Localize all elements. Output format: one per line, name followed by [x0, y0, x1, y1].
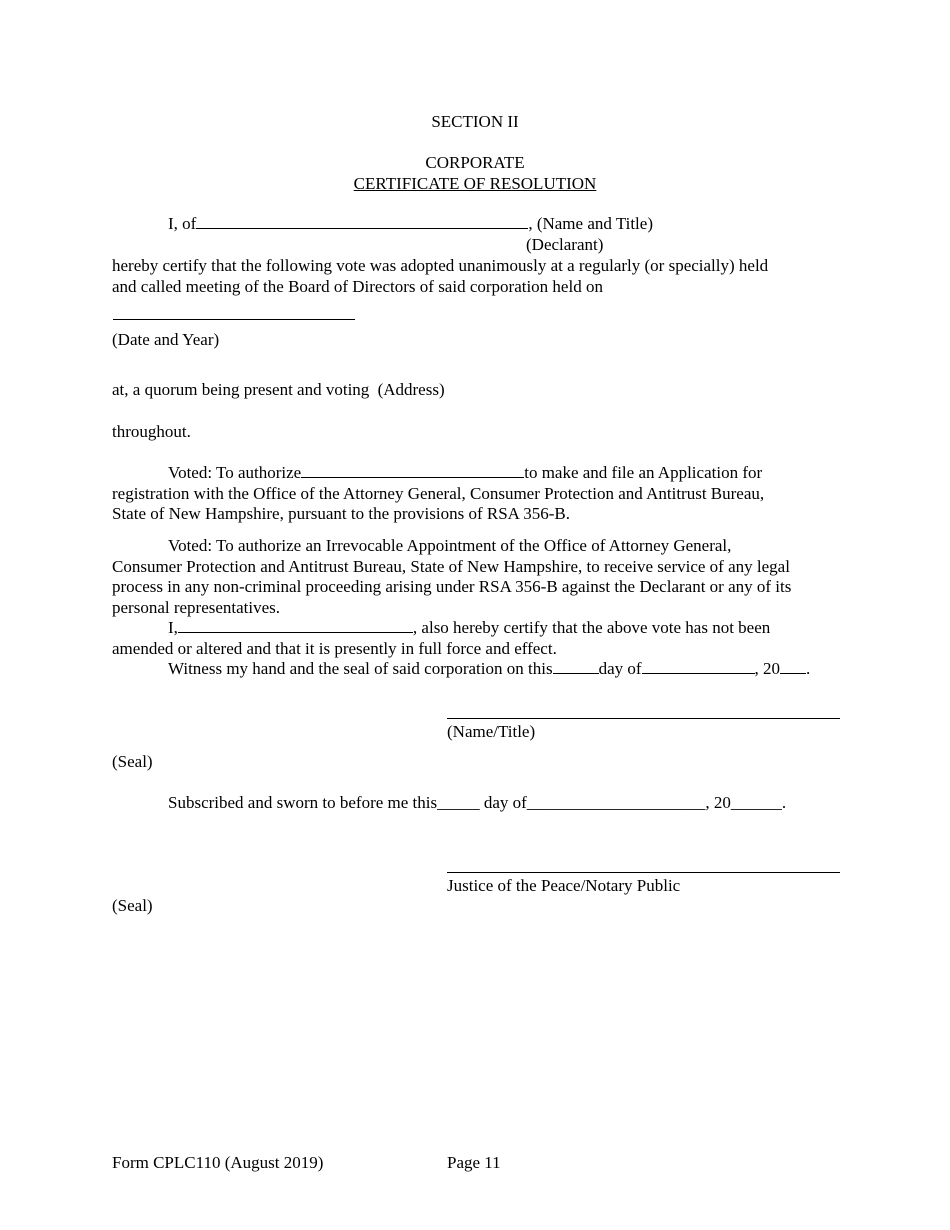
- certifier-name-blank[interactable]: [178, 618, 413, 633]
- certify2-prefix: I,: [168, 618, 178, 637]
- witness-year-blank[interactable]: [780, 659, 806, 674]
- declarant-line: [168, 214, 653, 235]
- date-caption: (Date and Year): [112, 330, 220, 349]
- declarant-suffix: , (Name and Title): [528, 214, 653, 233]
- footer-page-number: Page 11: [447, 1153, 501, 1172]
- vote1-line: registration with the Office of the Attorney General, Consumer Protection and Antitrust Bureau,: [112, 483, 765, 503]
- certify2-paragraph: [112, 618, 832, 680]
- witness-year-prefix: , 20: [754, 659, 781, 678]
- certificate-title: CERTIFICATE OF RESOLUTION: [353, 173, 597, 193]
- vote1-prefix: Voted: To authorize: [168, 463, 302, 482]
- quorum-line: [112, 380, 445, 401]
- name-title-signature-line[interactable]: [447, 718, 840, 719]
- certify-line: hereby certify that the following vote was adopted unanimously at a regularly (or specially) held: [112, 256, 769, 275]
- section-heading: SECTION II: [431, 112, 519, 131]
- name-title-caption: (Name/Title): [447, 722, 536, 741]
- document-title-block: [0, 153, 950, 194]
- footer-form-id: Form CPLC110 (August 2019): [112, 1153, 324, 1172]
- notary-signature-line[interactable]: [447, 872, 840, 873]
- corporate-label: CORPORATE: [425, 153, 525, 172]
- notary-seal-label: (Seal): [112, 896, 153, 915]
- witness-day-of: day of: [598, 659, 642, 678]
- vote2-line: personal representatives.: [112, 597, 281, 617]
- vote1-line: State of New Hampshire, pursuant to the provisions of RSA 356-B.: [112, 504, 571, 523]
- authorized-person-blank[interactable]: [301, 463, 524, 478]
- witness-month-blank[interactable]: [642, 659, 755, 674]
- vote2-paragraph: [112, 536, 832, 618]
- vote2-line: process in any non-criminal proceeding arising under RSA 356-B against the Declarant or any of its: [112, 577, 792, 596]
- certify2-line: amended or altered and that it is presently in full force and effect.: [112, 638, 557, 658]
- certify2-suffix: , also hereby certify that the above vote has not been: [412, 618, 771, 637]
- subscribed-line: Subscribed and sworn to before me this_____ day of_____________________, 20______.: [168, 793, 787, 812]
- vote2-line: Consumer Protection and Antitrust Bureau, State of New Hampshire, to receive service of any legal: [112, 556, 790, 576]
- declarant-prefix: I, of: [168, 214, 197, 233]
- notary-caption: Justice of the Peace/Notary Public: [447, 876, 681, 895]
- declarant-name-blank[interactable]: [196, 214, 528, 229]
- vote2-line: Voted: To authorize an Irrevocable Appointment of the Office of Attorney General,: [168, 536, 732, 555]
- date-blank[interactable]: [113, 319, 355, 320]
- witness-end: .: [806, 659, 811, 678]
- certify-line: and called meeting of the Board of Directors of said corporation held on: [112, 276, 603, 296]
- throughout-text: throughout.: [112, 422, 191, 441]
- witness-day-blank[interactable]: [553, 659, 599, 674]
- witness-prefix: Witness my hand and the seal of said corporation on this: [168, 659, 553, 678]
- seal-label: (Seal): [112, 752, 153, 771]
- address-caption: (Address): [377, 380, 445, 399]
- witness-line: [112, 659, 832, 680]
- quorum-text: at, a quorum being present and voting: [112, 380, 370, 399]
- vote1-paragraph: [112, 463, 832, 525]
- vote1-suffix: to make and file an Application for: [524, 463, 763, 482]
- certify-paragraph: [112, 256, 832, 297]
- declarant-caption: (Declarant): [526, 235, 604, 254]
